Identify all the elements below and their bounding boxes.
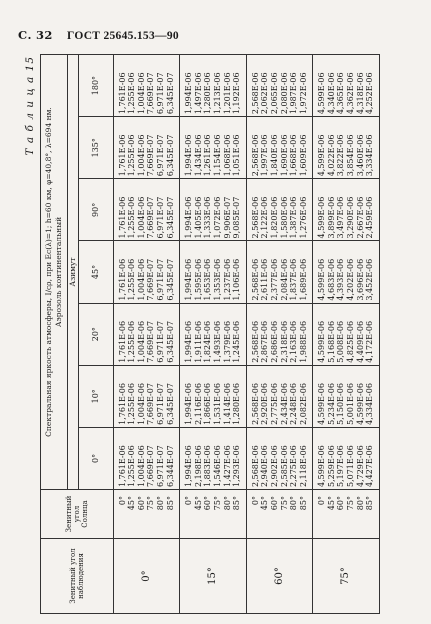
radiance-value: 2,775E-06 bbox=[269, 383, 279, 425]
radiance-value: 9,906E-07 bbox=[222, 196, 232, 239]
radiance-value: 1,353E-06 bbox=[212, 258, 222, 301]
radiance-value: 4,599E-06 bbox=[317, 383, 327, 425]
radiance-value: 1,255E-06 bbox=[127, 72, 137, 115]
radiance-value: 5,197E-06 bbox=[336, 445, 346, 487]
radiance-value-cell bbox=[113, 241, 180, 303]
sun-angle-value: 45° bbox=[260, 496, 270, 511]
radiance-value: 1,761E-06 bbox=[117, 320, 127, 363]
radiance-value: 1,427E-06 bbox=[222, 445, 232, 487]
radiance-value: 1,405E-06 bbox=[193, 196, 203, 239]
radiance-value: 1,333E-06 bbox=[203, 196, 213, 239]
sun-angle-value: 80° bbox=[355, 496, 365, 511]
radiance-value: 3,497E-06 bbox=[336, 196, 346, 239]
radiance-value: 1,255E-06 bbox=[127, 383, 137, 425]
radiance-value: 1,276E-06 bbox=[298, 196, 308, 239]
radiance-value-cell bbox=[246, 303, 313, 365]
page-header bbox=[18, 28, 179, 42]
radiance-value: 2,667E-06 bbox=[355, 196, 365, 239]
radiance-value: 1,546E-06 bbox=[212, 445, 222, 487]
radiance-value-cell bbox=[313, 303, 380, 365]
sun-angle-value: 80° bbox=[289, 496, 299, 511]
radiance-value: 1,994E-06 bbox=[184, 134, 194, 177]
radiance-value: 2,122E-06 bbox=[260, 196, 270, 239]
radiance-value: 6,971E-07 bbox=[155, 445, 165, 487]
sun-angle-value: 75° bbox=[346, 496, 356, 511]
radiance-value: 6,345E-07 bbox=[165, 383, 175, 425]
radiance-value: 5,001E-06 bbox=[346, 383, 356, 425]
radiance-value: 1,690E-06 bbox=[279, 134, 289, 177]
rotated-table-area bbox=[24, 54, 416, 614]
radiance-value: 4,334E-06 bbox=[365, 383, 375, 425]
radiance-value: 1,987E-06 bbox=[289, 72, 299, 115]
radiance-value: 1,245E-06 bbox=[232, 320, 242, 363]
radiance-value-cell bbox=[180, 55, 247, 117]
sun-angle-value: 0° bbox=[250, 496, 260, 506]
radiance-value: 1,192E-06 bbox=[232, 72, 242, 115]
data-table bbox=[40, 54, 380, 614]
radiance-value: 1,531E-06 bbox=[212, 383, 222, 425]
radiance-value: 2,568E-06 bbox=[250, 445, 260, 487]
radiance-value-cell bbox=[113, 303, 180, 365]
sun-angle-value: 0° bbox=[117, 496, 127, 506]
radiance-value-cell bbox=[246, 117, 313, 179]
radiance-value: 4,172E-06 bbox=[365, 320, 375, 363]
radiance-value-cell bbox=[246, 179, 313, 241]
radiance-value: 4,599E-06 bbox=[317, 196, 327, 239]
radiance-value: 6,345E-07 bbox=[165, 72, 175, 115]
radiance-value: 2,062E-06 bbox=[260, 72, 270, 115]
radiance-value-cell bbox=[313, 427, 380, 489]
azimuth-header: Азимут bbox=[68, 55, 79, 490]
radiance-value: 2,568E-06 bbox=[250, 383, 260, 425]
radiance-value: 4,599E-06 bbox=[317, 72, 327, 115]
table-caption bbox=[41, 55, 68, 490]
radiance-value: 6,971E-07 bbox=[155, 320, 165, 363]
radiance-value: 6,345E-07 bbox=[165, 320, 175, 363]
table-group-row bbox=[246, 55, 313, 614]
radiance-value: 1,051E-06 bbox=[232, 134, 242, 177]
radiance-value: 5,008E-06 bbox=[336, 320, 346, 363]
radiance-value: 3,696E-06 bbox=[355, 258, 365, 301]
radiance-value: 1,237E-06 bbox=[222, 258, 232, 301]
radiance-value-cell bbox=[180, 303, 247, 365]
sun-angle-value: 45° bbox=[193, 496, 203, 511]
radiance-value: 2,920E-06 bbox=[260, 383, 270, 425]
radiance-value: 2,568E-06 bbox=[250, 320, 260, 363]
radiance-value: 2,082E-06 bbox=[298, 383, 308, 425]
radiance-value: 1,866E-06 bbox=[203, 383, 213, 425]
table-group-row bbox=[113, 55, 180, 614]
sun-angle-value: 45° bbox=[326, 496, 336, 511]
zenith-observation-cell: 0° bbox=[113, 539, 180, 614]
radiance-value: 6,971E-07 bbox=[155, 383, 165, 425]
radiance-value: 7,669E-07 bbox=[146, 320, 156, 363]
radiance-value: 1,201E-06 bbox=[222, 72, 232, 115]
azimuth-header-cell: 20° bbox=[78, 303, 113, 365]
radiance-value: 1,493E-06 bbox=[212, 320, 222, 363]
radiance-value: 1,761E-06 bbox=[117, 134, 127, 177]
radiance-value: 1,761E-06 bbox=[117, 383, 127, 425]
radiance-value: 1,004E-06 bbox=[136, 320, 146, 363]
radiance-value: 1,280E-06 bbox=[203, 72, 213, 115]
radiance-value: 1,004E-06 bbox=[136, 383, 146, 425]
azimuth-header-cell: 135° bbox=[78, 117, 113, 179]
radiance-value: 1,379E-06 bbox=[222, 320, 232, 363]
radiance-value: 1,255E-06 bbox=[127, 196, 137, 239]
radiance-value: 1,911E-06 bbox=[193, 320, 203, 363]
header-zenith-sun: Зенитный угол Солнца bbox=[41, 490, 114, 539]
radiance-value: 1,004E-06 bbox=[136, 258, 146, 301]
standard-number: ГОСТ 25645.153—90 bbox=[66, 30, 179, 42]
radiance-value: 4,393E-06 bbox=[336, 258, 346, 301]
radiance-value: 4,599E-06 bbox=[317, 445, 327, 487]
sun-angle-value: 80° bbox=[222, 496, 232, 511]
radiance-value-cell bbox=[180, 427, 247, 489]
radiance-value-cell bbox=[313, 365, 380, 427]
radiance-value-cell bbox=[180, 179, 247, 241]
radiance-value-cell bbox=[313, 117, 380, 179]
radiance-value: 7,669E-07 bbox=[146, 445, 156, 487]
radiance-value: 1,761E-06 bbox=[117, 196, 127, 239]
radiance-value: 4,599E-06 bbox=[317, 320, 327, 363]
radiance-value-cell bbox=[113, 427, 180, 489]
radiance-value: 2,940E-06 bbox=[260, 445, 270, 487]
sun-angle-value: 45° bbox=[127, 496, 137, 511]
radiance-value: 2,084E-06 bbox=[279, 258, 289, 301]
radiance-value: 1,068E-06 bbox=[222, 134, 232, 177]
radiance-value: 7,669E-07 bbox=[146, 258, 156, 301]
sun-angle-cell bbox=[246, 490, 313, 539]
radiance-value: 2,248E-06 bbox=[289, 383, 299, 425]
radiance-value: 5,150E-06 bbox=[336, 383, 346, 425]
radiance-value: 2,902E-06 bbox=[269, 445, 279, 487]
radiance-value: 4,202E-06 bbox=[346, 258, 356, 301]
radiance-value: 4,409E-06 bbox=[355, 320, 365, 363]
radiance-value: 4,683E-06 bbox=[326, 258, 336, 301]
radiance-value: 1,994E-06 bbox=[184, 196, 194, 239]
radiance-value: 4,427E-06 bbox=[365, 445, 375, 487]
radiance-value: 3,460E-06 bbox=[355, 134, 365, 177]
radiance-value: 2,434E-06 bbox=[279, 383, 289, 425]
sun-angle-value: 75° bbox=[146, 496, 156, 511]
radiance-value: 1,761E-06 bbox=[117, 72, 127, 115]
radiance-value: 1,255E-06 bbox=[127, 320, 137, 363]
radiance-value: 1,213E-06 bbox=[212, 72, 222, 115]
radiance-value: 3,290E-06 bbox=[346, 196, 356, 239]
radiance-value: 1,997E-06 bbox=[260, 134, 270, 177]
radiance-value: 3,899E-06 bbox=[326, 196, 336, 239]
header-zenith-observation: Зенитный угол наблюдения bbox=[41, 539, 114, 614]
radiance-value: 4,729E-06 bbox=[355, 445, 365, 487]
sun-angle-value: 60° bbox=[136, 496, 146, 511]
radiance-value: 1,689E-06 bbox=[298, 258, 308, 301]
radiance-value: 2,568E-06 bbox=[250, 258, 260, 301]
radiance-value: 3,452E-06 bbox=[365, 258, 375, 301]
radiance-value-cell bbox=[313, 241, 380, 303]
radiance-value: 2,568E-06 bbox=[250, 196, 260, 239]
radiance-value: 4,022E-06 bbox=[326, 134, 336, 177]
radiance-value: 1,580E-06 bbox=[279, 196, 289, 239]
sun-angle-value: 80° bbox=[155, 496, 165, 511]
radiance-value: 2,459E-06 bbox=[365, 196, 375, 239]
radiance-value: 1,994E-06 bbox=[184, 445, 194, 487]
radiance-value: 1,820E-06 bbox=[269, 196, 279, 239]
radiance-value: 1,994E-06 bbox=[184, 258, 194, 301]
radiance-value-cell bbox=[113, 117, 180, 179]
radiance-value: 6,971E-07 bbox=[155, 258, 165, 301]
radiance-value: 4,252E-06 bbox=[365, 72, 375, 115]
radiance-value-cell bbox=[246, 365, 313, 427]
radiance-value: 7,669E-07 bbox=[146, 72, 156, 115]
radiance-value: 1,255E-06 bbox=[127, 134, 137, 177]
zenith-observation-cell: 15° bbox=[180, 539, 247, 614]
radiance-value: 1,261E-06 bbox=[203, 134, 213, 177]
sun-angle-value: 85° bbox=[365, 496, 375, 511]
caption-line-2: Аэрозоль континентальный bbox=[54, 216, 63, 328]
radiance-value: 4,825E-06 bbox=[346, 320, 356, 363]
radiance-value: 5,071E-06 bbox=[346, 445, 356, 487]
radiance-value: 6,971E-07 bbox=[155, 134, 165, 177]
radiance-value-cell bbox=[113, 365, 180, 427]
radiance-value: 6,345E-07 bbox=[165, 196, 175, 239]
radiance-value: 6,971E-07 bbox=[155, 196, 165, 239]
sun-angle-cell bbox=[313, 490, 380, 539]
radiance-value: 1,497E-06 bbox=[193, 72, 203, 115]
radiance-value: 1,004E-06 bbox=[136, 445, 146, 487]
radiance-value-cell bbox=[180, 241, 247, 303]
radiance-value: 4,599E-06 bbox=[317, 134, 327, 177]
radiance-value: 3,334E-06 bbox=[365, 134, 375, 177]
radiance-value-cell bbox=[246, 241, 313, 303]
radiance-value: 4,599E-06 bbox=[317, 258, 327, 301]
radiance-value: 1,837E-06 bbox=[289, 258, 299, 301]
sun-angle-value: 85° bbox=[165, 496, 175, 511]
radiance-value-cell bbox=[180, 365, 247, 427]
radiance-value: 2,585E-06 bbox=[279, 445, 289, 487]
radiance-value-cell bbox=[313, 179, 380, 241]
radiance-value: 1,387E-06 bbox=[289, 196, 299, 239]
radiance-value: 7,669E-07 bbox=[146, 134, 156, 177]
radiance-value-cell bbox=[313, 55, 380, 117]
radiance-value: 2,080E-06 bbox=[279, 72, 289, 115]
radiance-value: 1,414E-06 bbox=[222, 383, 232, 425]
radiance-value: 1,106E-06 bbox=[232, 258, 242, 301]
table-title: Т а б л и ц а 15 bbox=[24, 56, 36, 156]
table-group-row bbox=[313, 55, 380, 614]
radiance-value: 1,668E-06 bbox=[289, 134, 299, 177]
radiance-value: 3,854E-06 bbox=[346, 134, 356, 177]
sun-angle-value: 60° bbox=[336, 496, 346, 511]
radiance-value: 5,234E-06 bbox=[326, 383, 336, 425]
sun-angle-cell bbox=[113, 490, 180, 539]
azimuth-header-cell: 180° bbox=[78, 55, 113, 117]
radiance-value: 2,198E-06 bbox=[193, 445, 203, 487]
radiance-value: 2,275E-06 bbox=[289, 445, 299, 487]
radiance-value-cell bbox=[113, 55, 180, 117]
sun-angle-value: 0° bbox=[184, 496, 194, 506]
radiance-value: 1,994E-06 bbox=[184, 320, 194, 363]
radiance-value: 1,994E-06 bbox=[184, 383, 194, 425]
radiance-value: 1,004E-06 bbox=[136, 196, 146, 239]
sun-angle-value: 60° bbox=[269, 496, 279, 511]
radiance-value: 4,365E-06 bbox=[336, 72, 346, 115]
sun-angle-value: 60° bbox=[203, 496, 213, 511]
sun-angle-cell bbox=[180, 490, 247, 539]
radiance-value: 3,822E-06 bbox=[336, 134, 346, 177]
radiance-value: 2,163E-06 bbox=[289, 320, 299, 363]
radiance-value: 9,085E-07 bbox=[232, 196, 242, 239]
radiance-value: 1,004E-06 bbox=[136, 134, 146, 177]
radiance-value: 1,004E-06 bbox=[136, 72, 146, 115]
radiance-value-cell bbox=[246, 55, 313, 117]
radiance-value: 6,344E-07 bbox=[165, 445, 175, 487]
radiance-value: 4,340E-06 bbox=[326, 72, 336, 115]
radiance-value: 1,154E-06 bbox=[212, 134, 222, 177]
radiance-value: 4,599E-06 bbox=[355, 383, 365, 425]
radiance-value: 1,883E-06 bbox=[203, 445, 213, 487]
zenith-observation-cell: 60° bbox=[246, 539, 313, 614]
radiance-value: 2,611E-06 bbox=[260, 258, 270, 301]
radiance-value: 1,595E-06 bbox=[193, 258, 203, 301]
radiance-value: 4,318E-06 bbox=[355, 72, 365, 115]
radiance-value: 1,994E-06 bbox=[184, 72, 194, 115]
radiance-value: 1,840E-06 bbox=[269, 134, 279, 177]
radiance-value: 1,293E-06 bbox=[232, 445, 242, 487]
radiance-value: 2,686E-06 bbox=[269, 320, 279, 363]
radiance-value: 6,345E-07 bbox=[165, 258, 175, 301]
radiance-value: 4,362E-06 bbox=[346, 72, 356, 115]
radiance-value: 1,988E-06 bbox=[298, 320, 308, 363]
sun-angle-value: 75° bbox=[279, 496, 289, 511]
radiance-value: 6,345E-07 bbox=[165, 134, 175, 177]
azimuth-header-cell: 10° bbox=[78, 365, 113, 427]
radiance-value: 1,280E-06 bbox=[232, 383, 242, 425]
radiance-value: 1,434E-06 bbox=[193, 134, 203, 177]
radiance-value: 1,255E-06 bbox=[127, 445, 137, 487]
zenith-observation-cell: 75° bbox=[313, 539, 380, 614]
caption-line-1: Спектральная яркость атмосферы, I/сρ, при Ес(λ)=1; h=60 км, φ=40,8°, λ=694 нм. bbox=[44, 107, 53, 437]
radiance-value: 1,653E-06 bbox=[203, 258, 213, 301]
radiance-value-cell bbox=[113, 179, 180, 241]
radiance-value: 1,761E-06 bbox=[117, 445, 127, 487]
radiance-value: 2,065E-06 bbox=[269, 72, 279, 115]
caption-row bbox=[41, 55, 68, 614]
radiance-value: 5,168E-06 bbox=[326, 320, 336, 363]
radiance-value: 5,259E-06 bbox=[326, 445, 336, 487]
sun-angle-value: 85° bbox=[232, 496, 242, 511]
radiance-value: 2,377E-06 bbox=[269, 258, 279, 301]
table-group-row bbox=[180, 55, 247, 614]
radiance-value: 2,568E-06 bbox=[250, 134, 260, 177]
radiance-value: 2,867E-06 bbox=[260, 320, 270, 363]
radiance-value: 2,568E-06 bbox=[250, 72, 260, 115]
azimuth-header-cell: 45° bbox=[78, 241, 113, 303]
radiance-value: 2,116E-06 bbox=[193, 383, 203, 425]
page-number: С. 32 bbox=[18, 28, 53, 42]
radiance-value: 2,318E-06 bbox=[279, 320, 289, 363]
radiance-value: 7,669E-07 bbox=[146, 196, 156, 239]
radiance-value-cell bbox=[246, 427, 313, 489]
radiance-value: 2,118E-06 bbox=[298, 445, 308, 487]
radiance-value-cell bbox=[180, 117, 247, 179]
sun-angle-value: 0° bbox=[317, 496, 327, 506]
radiance-value: 1,824E-06 bbox=[203, 320, 213, 363]
sun-angle-value: 85° bbox=[298, 496, 308, 511]
azimuth-header-cell: 0° bbox=[78, 427, 113, 489]
radiance-value: 7,669E-07 bbox=[146, 383, 156, 425]
radiance-value: 1,072E-06 bbox=[212, 196, 222, 239]
sun-angle-value: 75° bbox=[212, 496, 222, 511]
radiance-value: 1,761E-06 bbox=[117, 258, 127, 301]
radiance-value: 6,971E-07 bbox=[155, 72, 165, 115]
radiance-value: 1,972E-06 bbox=[298, 72, 308, 115]
radiance-value: 1,255E-06 bbox=[127, 258, 137, 301]
azimuth-header-cell: 90° bbox=[78, 179, 113, 241]
radiance-value: 1,609E-06 bbox=[298, 134, 308, 177]
